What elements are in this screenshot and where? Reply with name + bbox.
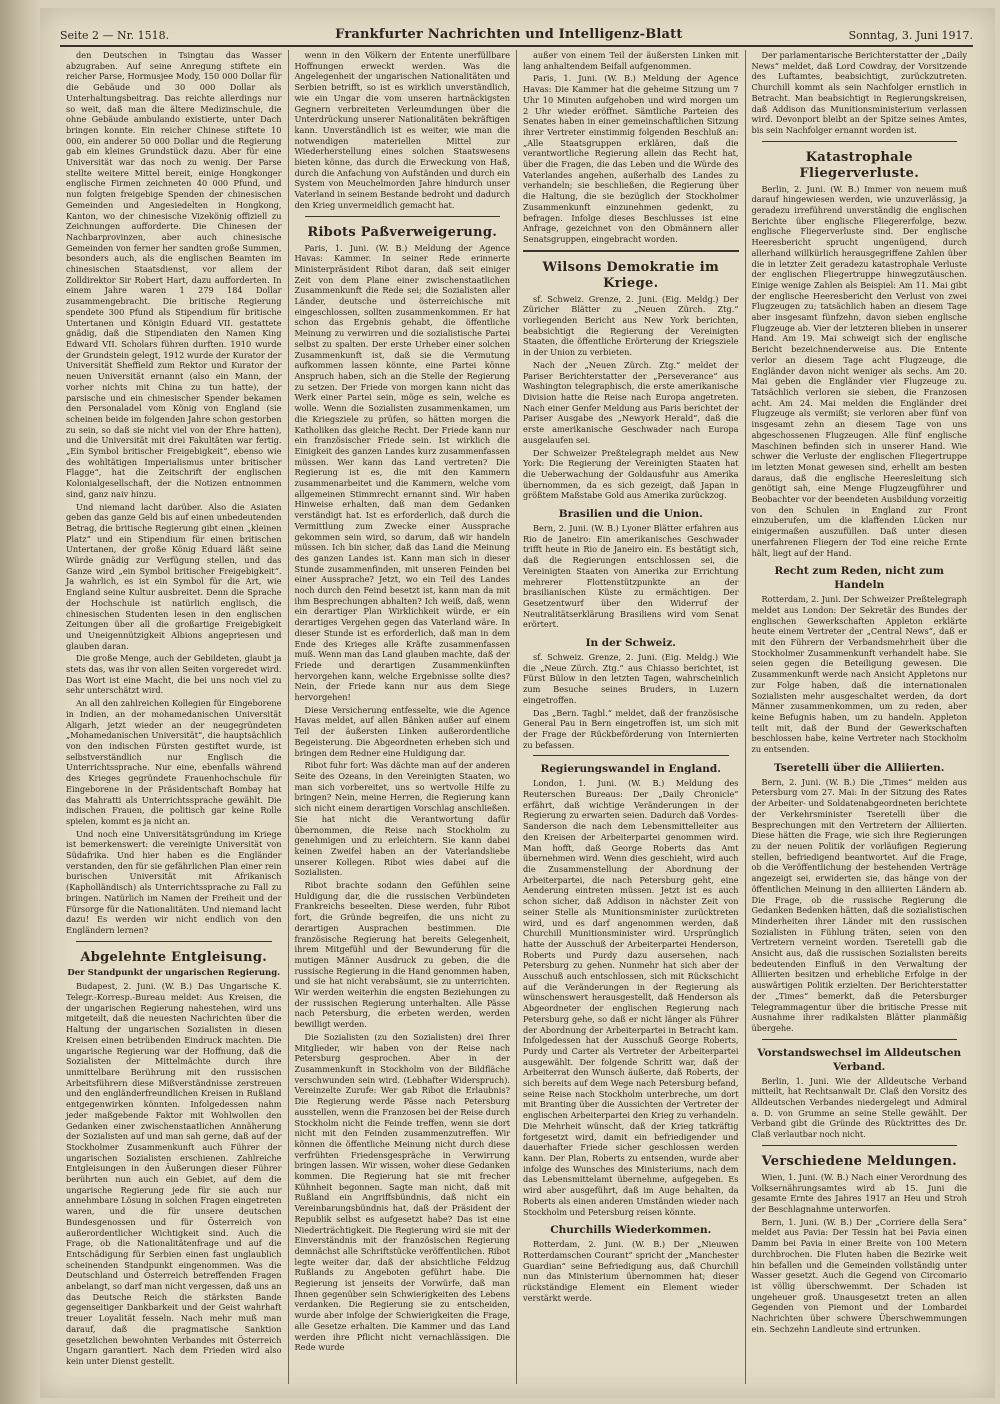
paragraph: Nach der „Neuen Zürch. Ztg.“ meldet der Pariser Berichterstatter der „Perseverance“ aus Washington telegraphisch, die erste amerikanische Division hatte die Reise nach Europa angetreten. Nach einer Genfer Meldung aus Paris berichtet der Pariser Ausgabe des „Newyork Herald“, daß die erste amerikanische Geschwader nach Europa ausgelaufen sei. bbox=[523, 359, 739, 445]
paragraph: Die große Menge, auch der Gebildeten, glaubt ja stets das, was ihr von allen Seiten vorgeredet wird. Das Wort ist eine Macht, die bei uns noch viel zu sehr unterschätzt wird. bbox=[66, 653, 282, 696]
header-date: Sonntag, 3. Juni 1917. bbox=[848, 29, 973, 42]
article-headline: Ribots Paßverweigerung. bbox=[307, 224, 498, 240]
paragraph: den Deutschen in Tsingtau das Wasser abzugraben. Auf seine Anregung stiftete ein reicher Parse, Hormusjee Mody, 150 000 Dollar für die Gebäude und 30 000 Dollar als Unterhaltungsbeitrag. Das reichte allerdings nur so weit, daß man die ältere Medizinschule, die ohne Gebäude ambulando existierte, unter Dach bringen konnte. Ein reicher Chinese stiftete 10 000, ein anderer 50 000 Dollar und die Regierung gab ein kleines Grundstück dazu. Aber für eine Universität war das noch zu wenig. Der Parse stellte weitere Mittel bereit, einige Hongkonger englische Firmen zeichneten 40 000 Pfund, und nun folgten freigebige Spenden der chinesischen Gemeinden und Angesiedelten in Hongkong, Kanton, wo der chinesische Vizekönig offiziell zu Zeichnungen aufforderte. Die Chinesen der Nachbarprovinzen, aber auch chinesische Gemeinden von ferner her sandten große Summen, besonders auch, als die englischen Beamten im chinesischen Staatsdienst, vor allem der Zolldirektor Sir Robert Hart, dazu aufforderten. In einem Jahre waren 1 279 184 Dollar zusammengebracht. Die britische Regierung spendete 300 Pfund als Stipendium für britische Untertanen und Königin Eduard VII. gestattete gnädig, daß die Stipendiaten den Namen King Edward VII. Scholars führen durften. 1910 wurde der Grundstein gelegt, 1912 wurde der Kurator der Universität Sheffield zum Rektor und Kurator der neuen Universität ernannt (also ein Mann, der vorher nichts mit China zu tun hatte), der parsische und ein chinesischer Spender bekamen den Personaladel vom König von England (sie scheinen beide im folgenden Jahre schon gestorben zu sein, so daß sie nicht viel von der Ehre hatten), und die Universität mit drei Fakultäten war fertig. „Ein Symbol britischer Freigebigkeit“, ebenso wie des wohltätigen Imperialismus unter britischer Flagge“, hat die Zeitschrift der englischen Kolonialgesellschaft, der die Notizen entnommen sind, ganz naiv hinzu. bbox=[66, 50, 282, 499]
paragraph: An all den zahlreichen Kollegien für Eingeborene in Indien, an der mohamedanischen Universität Aligarh, jetzt wieder an der neugegründeten „Mohamedanischen Universität“, die hauptsächlich von den indischen Fürsten gestiftet wurde, ist selbstverständlich nur Englisch die Unterrichtssprache. Nur eine, ebenfalls während des Krieges gegründete Frauenhochschule für Eingeborene in der Präsidentschaft Bombay hat das Mahratti als Unterrichtssprache gewählt. Die indischen Frauen, die politisch gar keine Rolle spielen, kommt es ja nicht an. bbox=[66, 698, 282, 826]
binding-gutter bbox=[0, 0, 40, 1404]
column-4 bbox=[746, 50, 974, 1384]
paragraph: Wien, 1. Juni. (W. B.) Nach einer Verordnung des Volksernährungsamtes wird ab 15. Juni die gesamte Ernte des Jahres 1917 an Heu und Stroh der Beschlagnahme unterworfen. bbox=[751, 1171, 967, 1214]
divider bbox=[762, 1039, 958, 1040]
paragraph: London, 1. Juni. (W. B.) Meldung des Reuterschen Bureaus: Der „Daily Chronicle“ erfährt, daß wichtige Veränderungen in der Regierung zu erwarten seien. Dadurch daß Vordes-Sanderson die nach dem Lebensmittelleiter aus den Kreisen der Arbeiterpartei genommen wird. Man hofft, daß George Roberts das Amt übernehmen wird. Wenn dies geschieht, wird auch die Zusammenstellung der Abordnung der Arbeiterpartei, die nach Petersburg geht, eine Aenderung eintreten müssen. Jetzt ist es auch schon sicher, daß Addison in nächster Zeit von seiner Stelle als Munitionsminister zurücktreten wird, und es darf angenommen werden, daß Churchill Munitionsminister wird. Ursprünglich hatte der Ausschuß der Arbeiterpartei Henderson, Roberts und Purdy dazu ausersehen, nach Petersburg zu gehen. Nunmehr hat sich aber der Ausschuß auch entschlossen, sich mit Rückschicht auf die Veränderungen in der Regierung als wünschenswert herausgestellt, daß Henderson als Abgeordneter der englischen Regierung nach Petersburg gehe, so daß er nicht länger als Führer der Abordnung der Arbeiterpartei in Betracht kam. Infolgedessen hat der Ausschuß George Roberts, Purdy und Carter als Vertreter der Arbeiterpartei ausgewählt. Der folgende Schritt war, daß der Arbeiterrat den Wunsch äußerte, daß Roberts, der sich bereits auf dem Wege nach Petersburg befand, seine Reise nach Stockholm unterbreche, um dort mit Branting über die Aussichten der Vertreter der englischen Arbeiterpartei den Krieg zu verhandeln. Die Mehrheit wünscht, daß der Krieg tatkräftig fortgesetzt wird, damit ein befriedigender und dauerhafter Friede sicher geschlossen werden kann. Der Plan, Roberts zu entsenden, wurde aber infolge des Wunsches des Ministeriums, nach dem das Lebensmittelamt übernehme, aufgegeben. Es wird aber ausgeführt, daß im Auge behalten, da Roberts als einen anderen Umständen wieder nach Stockholm und Petersburg reisen könnte. bbox=[523, 778, 739, 1217]
columns bbox=[60, 50, 973, 1384]
column-2 bbox=[289, 50, 518, 1384]
page-header bbox=[60, 16, 973, 47]
paragraph: Ribot brachte sodann den Gefühlen seine Huldigung dar, die die russischen Verbündeten Frankreichs beseelten. Diese werden, fuhr Ribot fort, die Gründe begreifen, die uns nicht zu derartigen Ausprachen bestimmen. Die französische Regierung hat bereits Gelegenheit, ihrem Mitgefühl und der Bewunderung für die mutigen Männer Ausdruck zu geben, die die russische Regierung in die Hand genommen haben, und sie hat nicht verabsäumt, sie zu unterrichten. Wir werden weiterhin die engsten Beziehungen zu der russischen Regierung unterhalten. Alle Pässe nach Petersburg, die erbeten werden, werden bewilligt werden. bbox=[294, 880, 510, 1030]
paragraph: Budapest, 2. Juni. (W. B.) Das Ungarische K. Telegr.-Korresp.-Bureau meldet: Aus Kreisen, die der ungarischen Regierung nahestehen, wird uns mitgeteilt, daß die neuesten Nachrichten über die Haltung der ungarischen Sozialisten in diesen Kreisen einen betrübenden Eindruck machten. Die ungarische Regierung war der Hoffnung, daß die Sozialisten der Mittelmächte durch ihre unmittelbare Berührung mit den russischen Arbeitsführern diese Mißverständnisse zerstreuen und den engländerfreundlichen Kreisen in Rußland entgegenwirken könnten. Infolgedessen nahm jeder maßgebende Faktor mit Wohlwollen den Gedanken einer zwischenstaatlichen Annäherung der Sozialisten auf und man sah gerne, daß auf der Stockholmer Zusammenkunft auch Führer der ungarischen Sozialisten erschienen. Zahlreiche Entgleisungen in den Äußerungen dieser Führer berührten nun auch ein Gebiet, auf dem die ungarische Regierung jede für sie auch nur annehmbare Lösung in solchen Fragen eingetreten waren, und die für unsere deutschen Bundesgenossen und für Österreich von außerordentlicher Wichtigkeit sind. Auch die Frage, ob die Nationalitätenfrage und auf die Entschädigung für Serbien einen fast unglaublich scheinenden Standpunkt eingenommen. Was die Deutschland und Österreich betreffenden Fragen anbelangt, so darf man nicht vergessen, daß uns an das Deutsche Reich die stärksten Bande gegenseitiger Dankbarkeit und der Geist wahrhaft treuer Loyalität fesseln. Nach mehr muß man darauf, daß die pragmatische Sanktion gesetzlichen bewohnten Verbandes mit Österreich Ungarn garantiert. Nach dem Frieden wird also kein unter Dienst gestellt. bbox=[66, 981, 282, 1366]
article-headline: Regierungswandel in England. bbox=[540, 763, 721, 776]
paragraph: Ribot fuhr fort: Was dächte man auf der anderen Seite des Ozeans, in den Vereinigten Staaten, wo man sich vorbereitet, uns so wertvolle Hilfe zu bringen? Nein, meine Herren, die Regierung kann sich nicht einem derartigen Vorschlag anschließen. Sie hat nicht die Verantwortung dafür übernommen, die Reise nach Stockholm zu genehmigen und zu erleichtern. Sie kann dabei keinen Zweifel haben an der Vaterlandsliebe unserer Kollegen. Ribot wies dabei auf die Sozialisten. bbox=[294, 760, 510, 878]
article-headline: Brasilien und die Union. bbox=[558, 508, 703, 521]
divider bbox=[523, 250, 739, 252]
masthead-title: Frankfurter Nachrichten und Intelligenz-Blatt bbox=[335, 27, 683, 42]
paragraph: Rotterdam, 2. Juni. Der Schweizer Preßtelegraph meldet aus London: Der Sekretär des Bundes der englischen Gewerkschaften Appleton erklärte heute einem Vertreter der „Central News“, daß er mit den Führern der Verbandsmehrheit über die Stockholmer Zusammenkunft verhandelt habe. Sie seien gegen die Beteiligung gewesen. Die Zusammenkunft werde nach Ansicht Appletons nur zur Folge haben, daß die internationalen Sozialisten mehr ausgeschaltet werden, da dort Männer zusammenkommen, um zu reden, aber keine Befugnis haben, um zu handeln. Appleton teilt mit, daß der Bund der Gewerkschaften beschlossen habe, keine Vertreter nach Stockholm zu entsenden. bbox=[751, 594, 967, 755]
article-headline: In der Schweiz. bbox=[585, 637, 676, 650]
paragraph: Berlin, 2. Juni. (W. B.) Immer von neuem muß darauf hingewiesen werden, wie unzuverlässig, ja geradezu irreführend unverständig die englischen Berichte über englische Fliegererfolge, bezw. englische Fliegerverluste sind. Der englische Heeresbericht sprucht ungenügend, durch allerhand willkürlich herausgegriffene Zahlen über die in letzter Zeit geradezu katastrophale Verluste der englischen Fliegertruppe hinwegzutäuschen. Einige wenige Zahlen als Beispiel: Am 11. Mai gibt der englische Heeresbericht den Verlust von zwei Flugzeugen zu; tatsächlich haben an diesem Tage aber insgesamt fünfzehn, davon sieben englische Flugzeuge ab. Vier der letzteren blieben in unserer Hand. Am 19. Mai schweigt sich der englische Bericht bezeichnenderweise aus. Die Entente verlor an diesem Tage acht Flugzeuge, die Engländer davon nicht weniger als sechs. Am 20. Mai geben die Engländer vier Flugzeuge zu. Tatsächlich verloren sie sieben, die Franzosen acht. Am 24. Mai melden die Engländer drei Flugzeuge als vermißt; sie verloren aber fünf von insgesamt zehn an diesem Tage von uns abgeschossenen Flugzeugen. Alle fünf englische Maschinen befinden sich in unserer Hand. Wie schwer die Verluste der englischen Fliegertruppe im letzten Monat gewesen sind, erhellt am besten daraus, daß die englische Heeresleitung sich genötigt sah, eine Menge Flugzeugführer und Beobachter vor der beendeten Ausbildung vorzeitig von den Schulen in England zur Front einzuberufen, um die klaffenden Lücken nur einigermaßen auszufüllen. Daß unter diesen unerfahrenen Fliegern der Tod eine reiche Ernte hält, liegt auf der Hand. bbox=[751, 183, 967, 558]
paragraph: Paris, 1. Juni. (W. B.) Meldung der Agence Havas: Kammer. In seiner Rede erinnerte Ministerpräsident Ribot daran, daß seit einiger Zeit von dem Plane einer zwischenstaatlichen Zusammenkunft die Rede sei; die Sozialisten aller Länder, deutsche und österreichische mit eingeschlossen, sollten zusammenkommen. Er hat schon das Ergebnis gehabt, die öffentliche Meinung zu verwirren und die sozialistische Partei selbst zu spalten. Der erste Urheber einer solchen Zusammenkunft ist, daß sie die Vermutung aufkommen lassen könnte, eine Partei könne Anspruch haben, sich an die Stelle der Regierung zu setzen. Der Friede von morgen kann nicht das Werk einer Partei sein, möge es sein, welche es wolle. Wenn die Sozialisten zusammenkamen, um die Kriegsziele zu prüfen, so hätten morgen die Katholiken das gleiche Recht. Der Friede kann nur ein französischer Friede sein. Ist wirklich die Einigkeit des ganzen Landes kurz zusammenfassen müssen. Wer kann das Land vertreten? Die Regierung ist es, die mit den Kammern zusammenarbeitet und die Kammern, welche vom allgemeinen Stimmrecht ernannt sind. Wir haben Hinweise erhalten, daß man dem Gedanken verständigt hat. Ist es erforderlich, daß durch die Vermittlung zum Zwecke einer Aussprache gekommen sein wird, so darum, daß wir handeln müssen. Ich bin sicher, daß das Land die Meinung des ganzen Landes ist. Kann man sich in dieser Stunde zusammenfinden, mit unseren Feinden bei einer Aussprache? Jetzt, wo ein Teil des Landes noch durch den Feind besetzt ist, kann man da mit ihm Besprechungen abhalten? Ich weiß, daß, wenn ein derartiger Plan Wirklichkeit würde, er ein derartiges Vergehen gegen das Vaterland wäre. In dieser Stunde ist es erforderlich, daß man in dem Ende des Krieges alle Kräfte zusammenfassen muß. Wenn man das Land glauben machte, daß der Friede und derartigen Zusammenkünften hervorgehen kann, welche Ergebnisse sollte dies? Nein, der Friede kann nur aus dem Siege hervorgehen! bbox=[294, 242, 510, 703]
divider bbox=[533, 755, 729, 756]
paragraph: Paris, 1. Juni. (W. B.) Meldung der Agence Havas: Die Kammer hat die geheime Sitzung um 7 Uhr 10 Minuten aufgehoben und wird morgen um 2 Uhr wieder eröffnet. Sämtliche Parteien des Senates haben in einer gemeinschaftlichen Sitzung ihrer Vertreter einstimmig folgenden Beschluß an: „Alle Staatsgruppen erklären, daß die verantwortliche Regierung allein das Recht hat, über die Fragen, die das Leben und die Würde des Vaterlandes angehen, außerhalb des Landes zu verhandeln; sie beschließen, die Regierung über die Haltung, die sie bezüglich der Stockholmer Zusammenkunft einzunehmen gedenkt, zu befragen. Infolge dieses Beschlusses ist eine Anfrage, gezeichnet von den Obmännern aller Senatsgruppen, eingebracht worden. bbox=[523, 73, 739, 244]
divider bbox=[76, 941, 272, 942]
paragraph: Und noch eine Universitätsgründung im Kriege ist bemerkenswert: die vereinigte Universität von Südafrika. Und hier haben es die Engländer verstanden, den für sie gefährlichen Plan einer rein burischen Universität mit Afrikanisch (Kapholländisch) als Unterrichtssprache zu Fall zu bringen. Natürlich im Namen der Freiheit und der Fürsorge für die Nationalitäten. Und niemand lacht dazu! Es werden wir nicht endlich von den Engländern lernen? bbox=[66, 828, 282, 935]
paragraph: Bern, 1. Juni. (W. B.) Der „Corriere della Sera“ meldet aus Pavia: Der Tessin hat bei Pavia einen Damm bei Pavia in einer Breite von 100 Metern durchbrochen. Die Fluten haben die Bezirke weit hin befallen und die Gemeinden vollständig unter Wasser gesetzt. Auch die Gegend von Circomario ist völlig überschwemmt. Der Schaden ist ungeheuer groß. Unausgesetzt treten an allen Gegenden von Piemont und der Lombardei Nachrichten über schwere Überschwemmungen ein. Sechzehn Landleute sind ertrunken. bbox=[751, 1216, 967, 1334]
article-headline: Verschiedene Meldungen. bbox=[761, 1153, 957, 1169]
column-3 bbox=[517, 50, 746, 1384]
paragraph: Der parlamentarische Berichterstatter der „Daily News“ meldet, daß Lord Cowdray, der Vorsitzende des Luftamtes, beabsichtigt, zurückzutreten. Churchill kommt als sein Nachfolger ernstlich in Betracht. Man beabsichtigt in Regierungskreisen, daß Addison das Munitionsministerium verlassen wird. Devonport bleibt an der Spitze seines Amtes, bis sein Nachfolger ernannt worden ist. bbox=[751, 50, 967, 135]
paragraph: Bern, 2. Juni. (W. B.) Lyoner Blätter erfahren aus Rio de Janeiro: Ein amerikanisches Geschwader trifft heute in Rio de Janeiro ein. Es bestätigt sich, daß die Regierungen entschlossen sei, die Vereinigten Staaten von Amerika zur Errichtung mehrerer Flottenstützpunkte an der brasilianischen Küste zu ermächtigen. Der Gesetzentwurf über den Widerruf der Neutralitätserklärung Brasiliens wird vom Senat erörtert. bbox=[523, 523, 739, 630]
article-headline: Wilsons Demokratie im Kriege. bbox=[542, 259, 720, 291]
article-subheadline: Der Standpunkt der ungarischen Regierung. bbox=[67, 967, 281, 978]
paragraph: Bern, 2. Juni. (W. B.) Die „Times“ melden aus Petersburg vom 27. Mai: In der Sitzung des Rates der Arbeiter- und Soldatenabgeordneten berichtete der Verkehrsminister Tseretelli über die Besprechungen mit den Vertretern der Alliierten. Diese hätten die Frage, wie sich ihre Regierungen zu der neuen Politik der vorläufigen Regierung stellen, befriedigend beantwortet. Auf die Frage, ob die Veröffentlichung der bestehenden Verträge angezeigt sei, erwiderten sie, das hänge von der öffentlichen Meinung in den alliierten Ländern ab. Die Frage, ob die russische Regierung die Gedanken Bedenken hätten, daß die sozialistischen Minderheiten ihrer Länder mit den russischen Sozialisten in Fühlung träten, seien von den Vertretern verneint worden. Tseretelli gab die Ansicht aus, daß die russischen Sozialisten bereits bedeutenden Einfluß in den Verwaltung der Alliierten besitzen und erhebliche Erfolge in der auswärtigen Politik erzielten. Der Berichterstatter der „Times“ bemerkt, daß die Petersburger Telegrammagentur über die britische Presse mit Ausnahme ihrer radikalsten Blätter planmäßig übergehe. bbox=[751, 776, 967, 1033]
paragraph: Und niemand lacht darüber. Also die Asiaten geben das ganze Geld bis auf einen unbedeutenden Betrag, die britische Regierung gibt einen „kleinen Platz“ und ein Stipendium für einen britischen Untertanen, der große König Eduard läßt seine Würde gnädig zur Verfügung stellen, und das Ganze wird „ein Symbol britischer Freigebigkeit“. Ja wahrlich, es ist ein Symbol für die Art, wie England seine Kultur ausbreitet. Denn die Sprache der Hochschule ist natürlich englisch, die chinesischen Studenten lesen in den englischen Zeitungen über all die großartige Freigebigkeit und Uneigennützigkeit Albions angepriesen und glauben daran. bbox=[66, 501, 282, 651]
paragraph: Das „Bern. Tagbl.“ meldet, daß der französische General Pau in Bern eingetroffen ist, um sich mit der Frage der Rückbeförderung von Internierten zu befassen. bbox=[523, 707, 739, 750]
paragraph: sf. Schweiz. Grenze, 2. Juni. (Eig. Meldg.) Wie die „Neue Zürch. Ztg.“ aus Chiasso berichtet, ist Fürst Bülow in den letzten Tagen, wahrscheinlich zum Besuche seines Bruders, in Luzern eingetroffen. bbox=[523, 652, 739, 705]
newspaper-page bbox=[40, 8, 995, 1398]
article-headline: Recht zum Reden, nicht zum Handeln bbox=[774, 565, 945, 592]
article-headline: Katastrophale Fliegerverluste. bbox=[799, 149, 920, 181]
divider bbox=[762, 141, 958, 142]
article-headline: Churchills Wiederkommen. bbox=[550, 1224, 712, 1237]
divider bbox=[762, 1145, 958, 1146]
paragraph: Der Schweizer Preßtelegraph meldet aus New York: Die Regierung der Vereinigten Staaten hat die Ueberwachung der Goldausfuhr aus Amerika übernommen, da es sich gezeigt, daß Japan in größtem Maßstabe Gold aus Amerika zurückzog. bbox=[523, 447, 739, 501]
paragraph: Die Sozialisten (zu den Sozialisten) drei Ihrer Mitglieder, wir haben von der Reise nach Petersburg gesprochen. Aber in der Zusammenkunft in Stockholm von der Bildfläche verschwunden sein wird. (Lebhafter Widerspruch). Vereinzelte Zurufe: Wer gab Ribot die Erlaubnis? Die Regierung werde Pässe nach Petersburg ausstellen, wenn die Franzosen bei der Reise durch Stockholm nicht die Feinde treffen, wenn sie dort nicht mit den Feinden zusammenzutreffen. Wir können die öffentliche Meinung nicht durch diese verfrühten Friedensgespräche in Verwirrung bringen lassen. Wir wissen, woher diese Gedanken kommen. Die Regierung hat sie mit frecher Kühnheit begonnen. Sagte man nicht, daß mit Rußland ein Angriffsbündnis, daß nicht ein Vereinbarungsbündnis hat, daß der Präsident der Republik selbst es aufgesetzt habe? Das ist eine Niederträchtigkeit. Die Regierung wird sie mit der Einverständnis mit der französischen Regierung demnächst alle Schriftstücke veröffentlichen. Ribot legte weiter dar, daß der absichtliche Feldzug Rußlands zu Angeboten geführt habe. Die Regierung ist jenseits der Vorwürfe, daß man Ihnen gegenüber sein Schwierigkeiten des Lebens verdanken. Die Regierung sie zu entscheiden, wurde aber infolge der Schwierigkeiten die Frage, alle Gesetze erhalten. Die Kammer und das Land werden ihre Pflicht nicht vernachlässigen. Die Rede wurde bbox=[294, 1031, 510, 1353]
column-1 bbox=[60, 50, 289, 1384]
paragraph: Diese Versicherung entfesselte, wie die Agence Havas meldet, auf allen Bänken außer auf einem Teil der äußersten Linken außerordentliche Begeisterung. Die Abgeordneten erheben sich und bringen dem Redner eine Huldigung dar. bbox=[294, 704, 510, 758]
paragraph: Berlin, 1. Juni. Wie der Alldeutsche Verband mitteilt, hat Rechtsanwalt Dr. Claß den Vorsitz des Alldeutschen Verbandes niedergelegt und Admiral a. D. von Grumme an seine Stelle gewählt. Der Verband gibt die Gründe des Rücktrittes des Dr. Claß verlautbar noch nicht. bbox=[751, 1075, 967, 1140]
paragraph: wenn in den Völkern der Entente unerfüllbare Hoffnungen erweckt werden. Was die Angelegenheit der ungarischen Nationalitäten und Serbien betrifft, so ist es wirklich unverständlich, wie ein Ungar die vom unseren hartnäckigsten Gegnern verbreiteten Verleumdungen über die Unterdrückung unserer Nationalitäten bekräftigen kann. Unverständlich ist es weiter, wie man die notwendigen materiellen Mittel zur Wiederherstellung eines solchen Staatswesens bieten könne, das durch die Erweckung von Haß, durch die Anfachung von Aufständen und durch ein System von Meuchelmorden Jahre hindurch unser Vaterland in seinem Bestande bedroht und dadurch den Krieg unvermeidlich gemacht hat. bbox=[294, 50, 510, 210]
divider bbox=[305, 216, 501, 217]
article-headline: Tseretelli über die Alliierten. bbox=[774, 761, 945, 774]
paragraph: sf. Schweiz. Grenze, 2. Juni. (Eig. Meldg.) Der Züricher Blätter zu „Neuen Zürch. Ztg.“ vorliegenden Bericht aus New York berichten, beabsichtigt die Regierung der Vereinigten Staaten, die öffentliche Erörterung der Kriegsziele in der Union zu verbieten. bbox=[523, 293, 739, 358]
article-headline: Abgelehnte Entgleisung. bbox=[80, 949, 268, 965]
article-headline: Vorstandswechsel im Alldeutschen Verband. bbox=[757, 1046, 962, 1073]
header-page-number: Seite 2 — Nr. 1518. bbox=[60, 29, 170, 42]
paragraph: Rotterdam, 2. Juni. (W. B.) Der „Nieuwen Rotterdamschen Courant“ spricht der „Manchester Guardian“ seine Befriedigung aus, daß Churchill nun das Ministerium übernommen hat; dieser rückständige Element ein Element wieder verstärkt werde. bbox=[523, 1239, 739, 1303]
paragraph: außer von einem Teil der äußersten Linken mit lang anhaltendem Beifall aufgenommen. bbox=[523, 50, 739, 71]
